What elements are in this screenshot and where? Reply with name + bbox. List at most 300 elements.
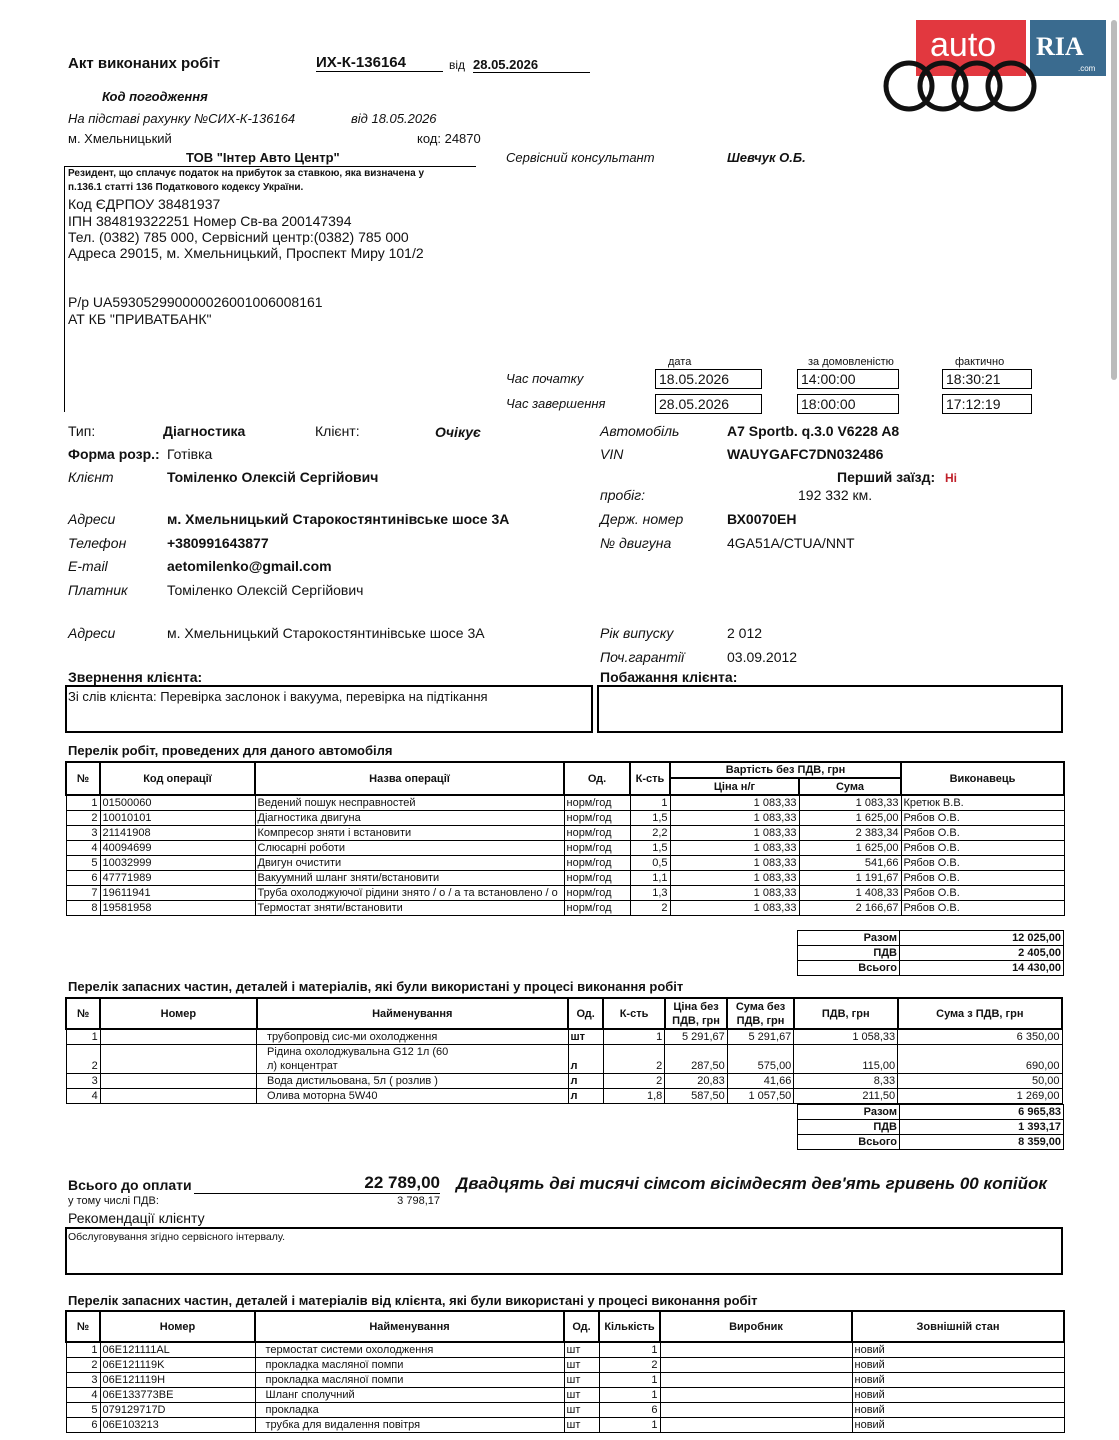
cpart-maker <box>660 1342 852 1358</box>
op-name: Труба охолоджуючої рідини знято / о / а та встановлено / о <box>255 886 564 901</box>
ipn: ІПН 384819322251 Номер Св-ва 200147394 <box>68 213 352 229</box>
recommendations-box <box>65 1227 1063 1275</box>
op-code: 19611941 <box>100 886 255 901</box>
part-sum: 575,00 <box>727 1045 794 1074</box>
part-total: 6 350,00 <box>898 1029 1062 1045</box>
works-h-unit: Од. <box>564 762 630 795</box>
vat-label: у тому числі ПДВ: <box>68 1195 159 1207</box>
year-label: Рік випуску <box>600 625 674 641</box>
tax-line1: Резидент, що сплачує податок на прибуток за ставкою, яка визначена у <box>68 168 425 179</box>
table-row <box>66 1373 1064 1388</box>
cparts-h-condition: Зовнішній стан <box>852 1311 1064 1342</box>
op-price: 1 083,33 <box>670 871 799 886</box>
mileage-label: пробіг: <box>600 487 646 503</box>
cparts-h-maker: Виробник <box>660 1311 852 1342</box>
op-performer: Рябов О.В. <box>901 901 1064 916</box>
cparts-h-no: № <box>66 1311 100 1342</box>
company-border <box>64 166 65 412</box>
part-name <box>257 1029 569 1045</box>
cpart-condition: новий <box>852 1403 1064 1418</box>
op-performer: Кретюк В.В. <box>901 795 1064 811</box>
table-row <box>66 1418 1064 1433</box>
parts-h-price <box>665 998 728 1029</box>
parts-title: Перелік запасних частин, деталей і матеріалів, які були використані у процесі виконання робіт <box>68 979 684 994</box>
table-row <box>66 1074 1062 1089</box>
cpart-maker <box>660 1388 852 1403</box>
part-price: 5 291,67 <box>665 1029 728 1045</box>
city: м. Хмельницький <box>68 131 172 146</box>
part-name-line2: л) концентрат <box>267 1060 338 1072</box>
type-value: Діагностика <box>163 423 246 439</box>
cpart-unit: шт <box>564 1418 599 1433</box>
address2-value: м. Хмельницький Старокостянтинівське шосе 3А <box>167 625 485 641</box>
first-visit-value: Ні <box>945 471 957 485</box>
parts-h-vat: ПДВ, грн <box>794 998 898 1029</box>
works-h-cost: Вартість без ПДВ, грн <box>670 762 901 778</box>
part-vat: 115,00 <box>794 1045 898 1074</box>
cpart-unit: шт <box>564 1403 599 1418</box>
row-no: 3 <box>66 826 100 841</box>
op-qty: 1 <box>630 795 670 811</box>
part-qty: 2 <box>603 1074 664 1089</box>
row-no: 6 <box>66 871 100 886</box>
op-price: 1 083,33 <box>670 841 799 856</box>
op-qty: 1,1 <box>630 871 670 886</box>
op-code: 10010101 <box>100 811 255 826</box>
client-parts-table <box>65 1310 1065 1433</box>
op-qty: 1,3 <box>630 886 670 901</box>
cpart-qty: 1 <box>599 1418 660 1433</box>
parts-h-unit: Од. <box>568 998 603 1029</box>
total-label: Всього до оплати <box>68 1177 192 1193</box>
warranty-label: Поч.гарантії <box>600 649 685 665</box>
row-no: 4 <box>66 1388 100 1403</box>
table-row <box>66 841 1064 856</box>
table-row <box>66 871 1064 886</box>
op-sum: 1 191,67 <box>799 871 901 886</box>
part-sum: 41,66 <box>727 1074 794 1089</box>
works-h-no: № <box>66 762 100 795</box>
total-value: 8 359,00 <box>900 1135 1064 1150</box>
vin-value: WAUYGAFC7DN032486 <box>727 446 884 462</box>
op-name: Термостат зняти/встановити <box>255 901 564 916</box>
engine-value: 4GA51A/CTUA/NNT <box>727 535 855 551</box>
row-no: 1 <box>66 1342 100 1358</box>
cpart-condition: новий <box>852 1373 1064 1388</box>
part-total: 50,00 <box>898 1074 1062 1089</box>
cpart-number: 06E121111AL <box>100 1342 255 1358</box>
total-label: Всього <box>798 1135 900 1150</box>
op-sum: 2 383,34 <box>799 826 901 841</box>
row-no: 2 <box>66 1358 100 1373</box>
parts-h-total: Сума з ПДВ, грн <box>898 998 1062 1029</box>
op-unit: норм/год <box>564 886 630 901</box>
total-label: ПДВ <box>798 946 900 961</box>
end-agreed: 18:00:00 <box>797 394 899 414</box>
complaint-text: Зі слів клієнта: Перевірка заслонок і вакуума, перевірка на підтікання <box>68 689 488 704</box>
start-actual: 18:30:21 <box>942 369 1032 389</box>
op-sum: 541,66 <box>799 856 901 871</box>
parts-totals <box>797 1104 1064 1150</box>
document-title: Акт виконаних робіт <box>68 55 221 72</box>
parts-h-sum-l2: ПДВ, грн <box>736 1014 785 1027</box>
part-name-line1: Вода дистильована, 5л ( розлив ) <box>267 1075 438 1087</box>
total-value: 22 789,00 <box>194 1173 440 1194</box>
cpart-qty: 6 <box>599 1403 660 1418</box>
total-label: Разом <box>798 1105 900 1120</box>
complaint-label: Звернення клієнта: <box>68 669 203 685</box>
part-price: 287,50 <box>665 1045 728 1074</box>
row-no: 1 <box>66 1029 100 1045</box>
cpart-name: прокладка масляної помпи <box>255 1373 564 1388</box>
end-label: Час завершення <box>506 396 606 411</box>
end-actual: 17:12:19 <box>942 394 1032 414</box>
basis-date: від 18.05.2026 <box>351 111 437 126</box>
table-row <box>66 1089 1062 1104</box>
recommendations-label: Рекомендації клієнту <box>68 1210 205 1226</box>
cpart-unit: шт <box>564 1342 599 1358</box>
vin-label: VIN <box>600 446 624 462</box>
works-h-code: Код операції <box>100 762 255 795</box>
part-price: 587,50 <box>665 1089 728 1104</box>
works-table <box>65 761 1065 916</box>
part-name-line1: Олива моторна 5W40 <box>267 1090 378 1102</box>
cpart-condition: новий <box>852 1388 1064 1403</box>
op-name: Ведений пошук несправностей <box>255 795 564 811</box>
part-price: 20,83 <box>665 1074 728 1089</box>
vat-value: 3 798,17 <box>397 1195 440 1207</box>
total-row <box>798 1135 1064 1150</box>
wishes-box <box>597 685 1063 733</box>
total-row <box>798 931 1064 946</box>
parts-h-qty: К-сть <box>603 998 664 1029</box>
table-row <box>66 886 1064 901</box>
op-sum: 1 625,00 <box>799 811 901 826</box>
part-unit: л <box>568 1045 603 1074</box>
payer-value: Томіленко Олексій Сергійович <box>167 582 364 598</box>
works-h-performer: Виконавець <box>901 762 1064 795</box>
works-h-qty: К-сть <box>630 762 670 795</box>
edrpou: Код ЄДРПОУ 38481937 <box>68 196 221 212</box>
op-price: 1 083,33 <box>670 856 799 871</box>
works-title: Перелік робіт, проведених для даного автомобіля <box>68 743 393 758</box>
part-name <box>257 1089 569 1104</box>
part-name <box>257 1045 569 1074</box>
scrollbar[interactable] <box>1111 20 1117 380</box>
email-value: aetomilenko@gmail.com <box>167 558 332 574</box>
client-status-label: Клієнт: <box>315 423 360 439</box>
op-unit: норм/год <box>564 826 630 841</box>
first-visit-label: Перший заїзд: <box>837 469 936 485</box>
op-performer: Рябов О.В. <box>901 871 1064 886</box>
op-qty: 2 <box>630 901 670 916</box>
tax-line2: п.136.1 статті 136 Податкового кодексу України. <box>68 182 304 193</box>
op-performer: Рябов О.В. <box>901 826 1064 841</box>
cpart-unit: шт <box>564 1373 599 1388</box>
part-name <box>257 1074 569 1089</box>
parts-table <box>65 997 1063 1104</box>
cpart-maker <box>660 1358 852 1373</box>
cpart-name: прокладка масляної помпи <box>255 1358 564 1373</box>
document-number: ИХ-К-136164 <box>316 54 443 72</box>
part-unit: л <box>568 1074 603 1089</box>
ria-domain: .com <box>1078 64 1096 73</box>
cpart-number: 06E121119K <box>100 1358 255 1373</box>
op-sum: 1 625,00 <box>799 841 901 856</box>
works-h-name: Назва операції <box>255 762 564 795</box>
row-no: 3 <box>66 1074 100 1089</box>
part-total: 690,00 <box>898 1045 1062 1074</box>
op-unit: норм/год <box>564 901 630 916</box>
company-border-top <box>64 166 476 167</box>
op-code: 47771989 <box>100 871 255 886</box>
op-code: 21141908 <box>100 826 255 841</box>
op-unit: норм/год <box>564 841 630 856</box>
table-row <box>66 1358 1064 1373</box>
row-no: 8 <box>66 901 100 916</box>
parts-h-name: Найменування <box>257 998 569 1029</box>
total-row <box>798 961 1064 976</box>
part-total: 1 269,00 <box>898 1089 1062 1104</box>
document-date: 28.05.2026 <box>473 57 590 73</box>
total-label: ПДВ <box>798 1120 900 1135</box>
total-value: 2 405,00 <box>900 946 1064 961</box>
cpart-qty: 2 <box>599 1358 660 1373</box>
approval-code-label: Код погодження <box>102 89 208 104</box>
op-code: 19581958 <box>100 901 255 916</box>
start-label: Час початку <box>506 371 584 386</box>
cparts-h-number: Номер <box>100 1311 255 1342</box>
start-date: 18.05.2026 <box>655 369 762 389</box>
total-value: 14 430,00 <box>900 961 1064 976</box>
cparts-h-name: Найменування <box>255 1311 564 1342</box>
works-h-sum: Сума <box>799 778 901 795</box>
parts-h-sum <box>727 998 794 1029</box>
client-name-label: Клієнт <box>68 469 114 485</box>
address2-label: Адреси <box>68 625 116 641</box>
client-name: Томіленко Олексій Сергійович <box>167 469 379 485</box>
cpart-name: термостат системи охолодження <box>255 1342 564 1358</box>
time-col-agreed: за домовленістю <box>808 356 894 368</box>
part-sum: 1 057,50 <box>727 1089 794 1104</box>
company-name: ТОВ "Інтер Авто Центр" <box>186 150 340 165</box>
op-performer: Рябов О.В. <box>901 856 1064 871</box>
payer-label: Платник <box>68 582 128 598</box>
total-value: 12 025,00 <box>900 931 1064 946</box>
op-unit: норм/год <box>564 811 630 826</box>
op-price: 1 083,33 <box>670 795 799 811</box>
cpart-qty: 1 <box>599 1388 660 1403</box>
works-totals <box>797 930 1064 976</box>
row-no: 4 <box>66 1089 100 1104</box>
part-vat: 8,33 <box>794 1074 898 1089</box>
table-row <box>66 1388 1064 1403</box>
total-label: Разом <box>798 931 900 946</box>
op-price: 1 083,33 <box>670 811 799 826</box>
client-parts-title: Перелік запасних частин, деталей і матеріалів від клієнта, які були використані у процесі виконання робіт <box>68 1293 758 1308</box>
payment-value: Готівка <box>167 446 213 462</box>
op-price: 1 083,33 <box>670 826 799 841</box>
op-code: 10032999 <box>100 856 255 871</box>
code: код: 24870 <box>417 131 481 146</box>
payment-label: Форма розр.: <box>68 446 160 462</box>
table-row <box>66 795 1064 811</box>
year-value: 2 012 <box>727 625 763 641</box>
complaint-box <box>65 685 593 733</box>
total-row <box>798 946 1064 961</box>
warranty-value: 03.09.2012 <box>727 649 798 665</box>
parts-h-number: Номер <box>100 998 256 1029</box>
row-no: 4 <box>66 841 100 856</box>
time-col-actual: фактично <box>955 356 1005 368</box>
total-value: 6 965,83 <box>900 1105 1064 1120</box>
phone-value: +380991643877 <box>167 535 269 551</box>
table-row <box>66 1342 1064 1358</box>
mileage-value: 192 332 км. <box>798 487 873 503</box>
total-label: Всього <box>798 961 900 976</box>
plate-value: ВХ0070ЕН <box>727 511 797 527</box>
table-row <box>66 856 1064 871</box>
cpart-condition: новий <box>852 1342 1064 1358</box>
cpart-maker <box>660 1373 852 1388</box>
row-no: 7 <box>66 886 100 901</box>
client-status-value: Очікує <box>435 424 481 440</box>
op-performer: Рябов О.В. <box>901 811 1064 826</box>
engine-label: № двигуна <box>600 535 672 551</box>
bank-name: АТ КБ "ПРИВАТБАНК" <box>68 311 212 327</box>
cparts-h-unit: Од. <box>564 1311 599 1342</box>
cpart-number: 079129717D <box>100 1403 255 1418</box>
table-row <box>66 1403 1064 1418</box>
auto-logo-text: auto <box>930 26 997 64</box>
total-words: Двадцять дві тисячі сімсот вісімдесят дев'ять гривень 00 копійок <box>456 1174 1047 1193</box>
total-row <box>798 1120 1064 1135</box>
part-qty: 2 <box>603 1045 664 1074</box>
row-no: 1 <box>66 795 100 811</box>
car-label: Автомобіль <box>600 423 680 439</box>
time-col-date: дата <box>668 356 692 368</box>
parts-h-sum-l1: Сума без <box>735 1000 786 1013</box>
total-value: 1 393,17 <box>900 1120 1064 1135</box>
table-row <box>66 901 1064 916</box>
ria-logo-block <box>1030 20 1106 76</box>
op-qty: 1,5 <box>630 841 670 856</box>
part-number <box>100 1045 256 1074</box>
parts-h-price-l1: Ціна без <box>673 1000 719 1013</box>
audi-rings-icon <box>882 58 1040 114</box>
op-sum: 2 166,67 <box>799 901 901 916</box>
cpart-name: трубка для видалення повітря <box>255 1418 564 1433</box>
op-code: 01500060 <box>100 795 255 811</box>
type-label: Тип: <box>68 423 96 439</box>
op-qty: 2,2 <box>630 826 670 841</box>
phone-label: Телефон <box>68 535 127 551</box>
op-price: 1 083,33 <box>670 901 799 916</box>
op-name: Двигун очистити <box>255 856 564 871</box>
cpart-qty: 1 <box>599 1373 660 1388</box>
cparts-h-qty: Кількість <box>599 1311 660 1342</box>
part-name-line1: Рідина охолоджувальна G12 1л (60 <box>267 1046 449 1058</box>
cpart-name: прокладка <box>255 1403 564 1418</box>
address-value: м. Хмельницький Старокостянтинівське шосе 3А <box>167 511 510 527</box>
wishes-label: Побажання клієнта: <box>600 669 738 685</box>
address-label: Адреси <box>68 511 116 527</box>
part-unit: шт <box>568 1029 603 1045</box>
op-performer: Рябов О.В. <box>901 886 1064 901</box>
cpart-unit: шт <box>564 1358 599 1373</box>
part-sum: 5 291,67 <box>727 1029 794 1045</box>
cpart-maker <box>660 1403 852 1418</box>
op-sum: 1 083,33 <box>799 795 901 811</box>
works-h-price: Ціна н/г <box>670 778 799 795</box>
parts-h-no: № <box>66 998 100 1029</box>
part-qty: 1,8 <box>603 1089 664 1104</box>
company-address: Адреса 29015, м. Хмельницький, Проспект Миру 101/2 <box>68 245 424 261</box>
start-agreed: 14:00:00 <box>797 369 899 389</box>
cpart-condition: новий <box>852 1358 1064 1373</box>
op-price: 1 083,33 <box>670 886 799 901</box>
op-unit: норм/год <box>564 795 630 811</box>
from-label: від <box>449 58 466 72</box>
cpart-condition: новий <box>852 1418 1064 1433</box>
cpart-number: 06E133773BE <box>100 1388 255 1403</box>
table-row <box>66 826 1064 841</box>
op-unit: норм/год <box>564 871 630 886</box>
cpart-unit: шт <box>564 1388 599 1403</box>
bank-account: Р/р UA593052990000026001006008161 <box>68 294 323 310</box>
op-name: Слюсарні роботи <box>255 841 564 856</box>
end-date: 28.05.2026 <box>655 394 762 414</box>
op-name: Вакуумний шланг зняти/встановити <box>255 871 564 886</box>
part-number <box>100 1074 256 1089</box>
row-no: 2 <box>66 1045 100 1074</box>
part-qty: 1 <box>603 1029 664 1045</box>
cpart-number: 06E121119H <box>100 1373 255 1388</box>
row-no: 6 <box>66 1418 100 1433</box>
op-qty: 1,5 <box>630 811 670 826</box>
part-number <box>100 1029 256 1045</box>
plate-label: Держ. номер <box>600 511 684 527</box>
table-row <box>66 1029 1062 1045</box>
total-row <box>798 1105 1064 1120</box>
cpart-qty: 1 <box>599 1342 660 1358</box>
recommendations-text: Обслуговування згідно сервісного інтервалу. <box>68 1231 286 1243</box>
part-vat: 1 058,33 <box>794 1029 898 1045</box>
email-label: E-mail <box>68 558 108 574</box>
op-name: Компресор зняти і встановити <box>255 826 564 841</box>
consultant-name: Шевчук О.Б. <box>727 150 806 165</box>
op-qty: 0,5 <box>630 856 670 871</box>
table-row <box>66 811 1064 826</box>
parts-h-price-l2: ПДВ, грн <box>672 1014 720 1027</box>
car-value: A7 Sportb. q.3.0 V6228 A8 <box>727 423 900 439</box>
op-performer: Рябов О.В. <box>901 841 1064 856</box>
cpart-name: Шланг сполучний <box>255 1388 564 1403</box>
consultant-label: Сервісний консультант <box>506 150 655 165</box>
row-no: 5 <box>66 1403 100 1418</box>
op-sum: 1 408,33 <box>799 886 901 901</box>
op-code: 40094699 <box>100 841 255 856</box>
row-no: 5 <box>66 856 100 871</box>
table-row <box>66 1045 1062 1074</box>
part-unit: л <box>568 1089 603 1104</box>
op-unit: норм/год <box>564 856 630 871</box>
row-no: 2 <box>66 811 100 826</box>
cpart-maker <box>660 1418 852 1433</box>
cpart-number: 06E103213 <box>100 1418 255 1433</box>
part-name-line1: трубопровід сис-ми охолодження <box>267 1031 438 1043</box>
basis-label: На підставі рахунку №СИХ-К-136164 <box>68 111 296 126</box>
